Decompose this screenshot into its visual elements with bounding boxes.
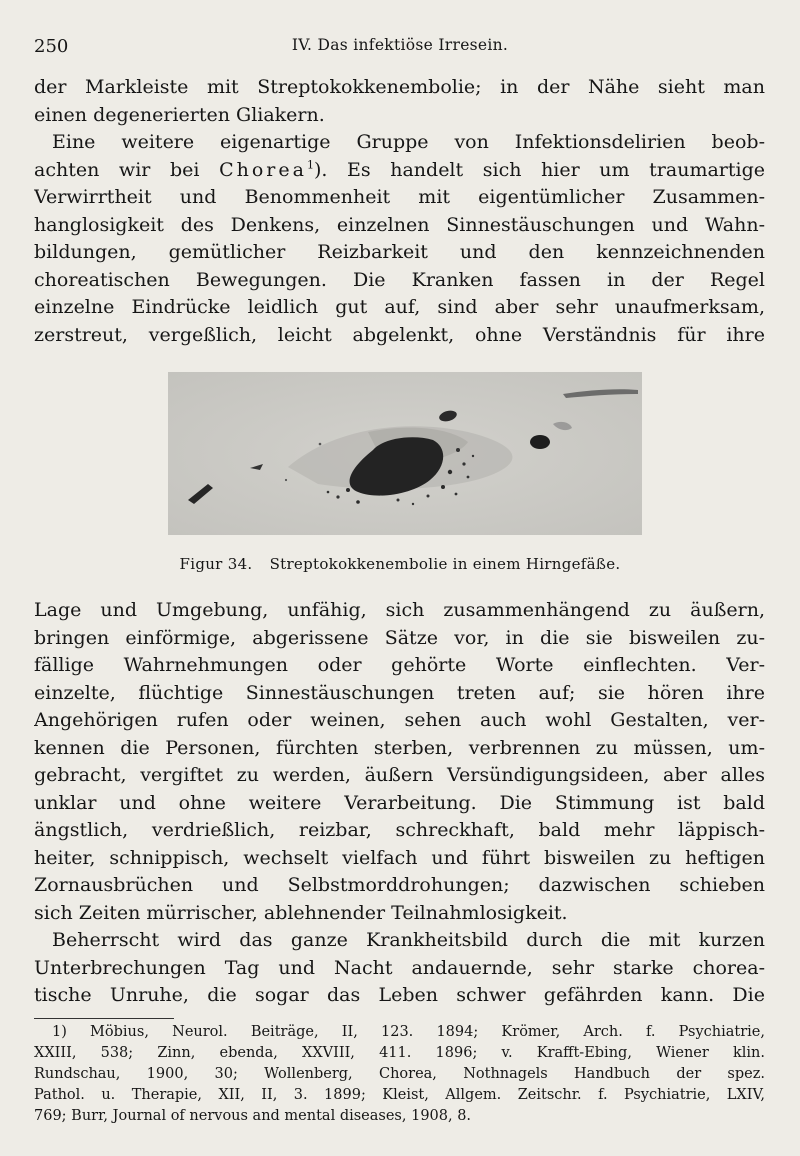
page-number: 250 (34, 36, 69, 57)
text-line: heiter, schnippisch, wechselt vielfach und führt bisweilen zu heftigen (34, 846, 765, 869)
text-line: bildungen, gemütlicher Reizbarkeit und den kennzeichnenden (34, 241, 765, 263)
text-line: einzelte, flüchtige Sinnestäuschungen treten auf; sie hören ihre (34, 681, 765, 704)
text-line: zerstreut, vergeßlich, leicht abgelenkt, ohne Verständnis für ihre (34, 323, 765, 346)
text-line: unklar und ohne weitere Verarbeitung. Die Stimmung ist bald (34, 791, 765, 814)
footnote-line: 769; Burr, Journal of nervous and mental diseases, 1908, 8. (34, 1108, 472, 1124)
text-line: der Markleiste mit Streptokokkenembolie; in der Nähe sieht man (34, 76, 765, 98)
footnote-line: Pathol. u. Therapie, XII, II, 3. 1899; Kleist, Allgem. Zeitschr. f. Psychiatrie, LXIV, (34, 1087, 765, 1103)
text-line: choreatischen Bewegungen. Die Kranken fassen in der Regel (34, 268, 765, 291)
text-line: ängstlich, verdrießlich, reizbar, schreckhaft, bald mehr läppisch- (34, 819, 765, 841)
footnotes (34, 1022, 765, 1127)
text-line: Eine weitere eigenartige Gruppe von Infektionsdelirien beob- (52, 131, 765, 153)
text-line: tische Unruhe, die sogar das Leben schwer gefährden kann. Die (34, 984, 765, 1006)
body-text-bottom (34, 597, 765, 1010)
text-line: fällige Wahrnehmungen oder gehörte Worte einflechten. Ver- (34, 654, 765, 676)
text-fragment: ). Es handelt sich hier um traumartige (313, 158, 765, 181)
text-line: sich Zeiten mürrischer, ablehnender Teilnahmlosigkeit. (34, 901, 568, 924)
running-title: IV. Das infektiöse Irresein. (291, 36, 509, 54)
text-line: Unterbrechungen Tag und Nacht andauernde, sehr starke chorea- (34, 956, 765, 979)
text-line: einen degenerierten Gliakern. (34, 103, 325, 126)
text-line: Zornausbrüchen und Selbstmorddrohungen; dazwischen schieben (34, 874, 765, 896)
micrograph-illustration (168, 372, 642, 535)
text-line: Verwirrtheit und Benommenheit mit eigentümlicher Zusammen- (34, 186, 765, 208)
footnote-marker: 1 (306, 158, 314, 172)
text-line: hanglosigkeit des Denkens, einzelnen Sinnestäuschungen und Wahn- (34, 213, 765, 236)
footnote-divider (34, 1018, 174, 1019)
text-line: kennen die Personen, fürchten sterben, verbrennen zu müssen, um- (34, 736, 765, 759)
text-line: Beherrscht wird das ganze Krankheitsbild durch die mit kurzen (52, 929, 765, 951)
figure-number: Figur 34. (179, 555, 253, 573)
text-line: einzelne Eindrücke leidlich gut auf, sind aber sehr unaufmerksam, (34, 296, 765, 318)
text-line: Angehörigen rufen oder weinen, sehen auch wohl Gestalten, ver- (34, 709, 765, 731)
footnote-line: Rundschau, 1900, 30; Wollenberg, Chorea, Nothnagels Handbuch der spez. (34, 1066, 765, 1082)
figure-caption (34, 555, 766, 573)
text-line-chorea (34, 157, 765, 185)
text-fragment: achten wir bei (34, 158, 200, 181)
term-chorea: Chorea (219, 158, 307, 181)
text-line: gebracht, vergiftet zu werden, äußern Versündigungsideen, aber alles (34, 764, 765, 786)
text-line: Lage und Umgebung, unfähig, sich zusammenhängend zu äußern, (34, 599, 765, 621)
body-text-top (34, 74, 765, 349)
footnote-line: 1) Möbius, Neurol. Beiträge, II, 123. 1894; Krömer, Arch. f. Psychiatrie, (52, 1024, 765, 1040)
text-line: bringen einförmige, abgerissene Sätze vor, in die sie bisweilen zu- (34, 626, 765, 649)
page-header (34, 36, 766, 62)
figure-image (168, 372, 642, 535)
figure-caption-text: Streptokokkenembolie in einem Hirngefäße. (269, 555, 621, 573)
footnote-line: XXIII, 538; Zinn, ebenda, XXVIII, 411. 1896; v. Krafft-Ebing, Wiener klin. (34, 1045, 765, 1061)
